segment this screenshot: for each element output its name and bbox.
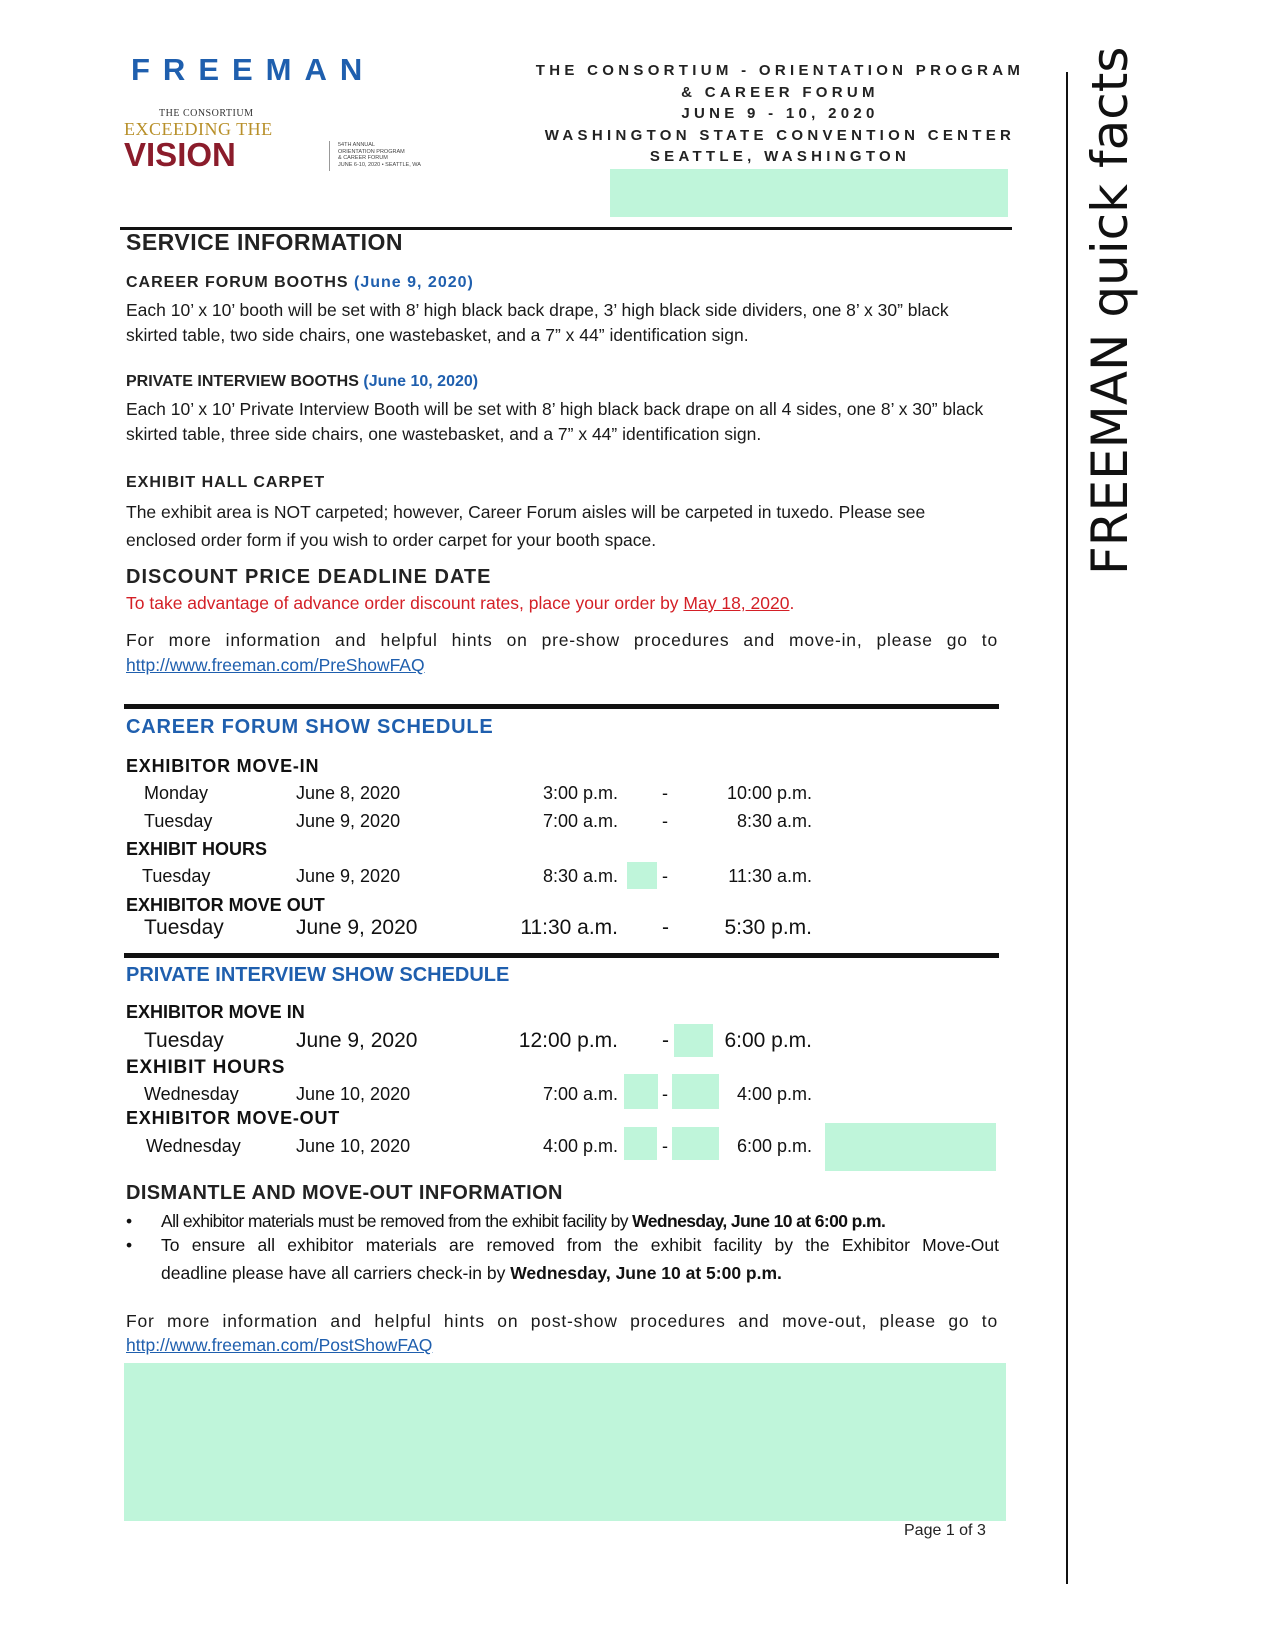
- schedule-start: 3:00 p.m.: [542, 783, 618, 803]
- redaction-box: [672, 1127, 719, 1160]
- header-line: JUNE 9 - 10, 2020: [681, 105, 879, 122]
- redaction-box: [610, 169, 1008, 217]
- preshow-link[interactable]: http://www.freeman.com/PreShowFAQ: [126, 655, 425, 675]
- schedule-day: Tuesday: [144, 811, 213, 831]
- redaction-box: [624, 1127, 657, 1160]
- schedule-start: 7:00 a.m.: [542, 811, 618, 831]
- preshow-text: For more information and helpful hints on pre-show procedures and move-in, please go to: [126, 630, 998, 650]
- header-line: WASHINGTON STATE CONVENTION CENTER: [544, 126, 1016, 144]
- schedule-dash: -: [662, 1084, 668, 1104]
- dismantle-bullet-1: [161, 1211, 1001, 1232]
- private-booths-label: PRIVATE INTERVIEW BOOTHS: [126, 373, 359, 390]
- schedule-dash: -: [662, 1136, 668, 1156]
- schedule-day: Monday: [144, 783, 209, 803]
- schedule-date: June 8, 2020: [296, 783, 401, 803]
- career-booths-label: CAREER FORUM BOOTHS: [126, 274, 349, 291]
- career-booths-date: (June 9, 2020): [354, 274, 474, 291]
- private-booths-text: Each 10’ x 10’ Private Interview Booth will be set with 8’ high black back drape on all 4 sides, one 8’ x 30” black skirted table, three side chairs, one wastebasket, and a 7” x 44” identification sign.: [126, 399, 984, 444]
- postshow-text: For more information and helpful hints on post-show procedures and move-out, please go to: [126, 1311, 998, 1331]
- carpet-text: The exhibit area is NOT carpeted; however, Career Forum aisles will be carpeted in tuxedo. Please see enclosed order form if you wish to order carpet for your booth space.: [126, 502, 926, 550]
- freeman-logo: FREEMAN: [131, 52, 376, 87]
- discount-text: [126, 591, 794, 616]
- discount-sentence: To take advantage of advance order discount rates, place your order by: [126, 593, 684, 613]
- schedule-dash: -: [662, 866, 668, 886]
- event-logo: [124, 108, 484, 174]
- dismantle-bullet-2-text: deadline please have all carriers check-in by: [161, 1263, 511, 1283]
- schedule-end: 5:30 p.m.: [724, 916, 812, 939]
- schedule-end: 8:30 a.m.: [736, 811, 812, 831]
- schedule-date: June 10, 2020: [296, 1136, 411, 1156]
- career-moveout-label: EXHIBITOR MOVE OUT: [126, 895, 325, 915]
- career-schedule-title: CAREER FORUM SHOW SCHEDULE: [126, 716, 494, 738]
- dismantle-bullet-1-deadline: Wednesday, June 10 at 6:00 p.m.: [632, 1211, 886, 1231]
- schedule-day: Tuesday: [144, 1029, 224, 1052]
- discount-period: .: [789, 593, 795, 613]
- schedule-day: Wednesday: [144, 1084, 239, 1104]
- schedule-end: 11:30 a.m.: [728, 866, 812, 886]
- schedule-start: 7:00 a.m.: [542, 1084, 618, 1104]
- career-movein-label: EXHIBITOR MOVE-IN: [126, 756, 320, 776]
- logo-consortium-text: THE CONSORTIUM: [159, 108, 254, 119]
- postshow-link[interactable]: http://www.freeman.com/PostShowFAQ: [126, 1335, 433, 1355]
- schedule-day: Tuesday: [144, 916, 224, 939]
- logo-vision-text: VISION: [124, 136, 236, 173]
- side-title: FREEMAN quick facts: [1081, 46, 1139, 575]
- redaction-box: [672, 1074, 719, 1109]
- service-info-title: SERVICE INFORMATION: [126, 229, 403, 255]
- section-rule: [124, 953, 999, 958]
- schedule-date: June 10, 2020: [296, 1084, 411, 1104]
- dismantle-bullet-2-line1: To ensure all exhibitor materials are removed from the exhibit facility by the Exhibitor Move-Out: [161, 1235, 999, 1255]
- schedule-row: [126, 1029, 846, 1057]
- private-schedule-title: PRIVATE INTERVIEW SHOW SCHEDULE: [126, 964, 510, 986]
- schedule-end: 6:00 p.m.: [736, 1136, 812, 1156]
- schedule-dash: -: [662, 1029, 669, 1052]
- redaction-box: [627, 862, 657, 889]
- private-booths-date: (June 10, 2020): [363, 373, 479, 390]
- logo-detail-line: 54TH ANNUAL: [338, 142, 375, 148]
- schedule-date: June 9, 2020: [296, 1029, 418, 1052]
- dismantle-bullet-1-text: All exhibitor materials must be removed from the exhibit facility by: [161, 1211, 633, 1231]
- career-booths-heading: [126, 274, 474, 292]
- redaction-box: [825, 1123, 996, 1171]
- schedule-dash: -: [662, 811, 668, 831]
- schedule-dash: -: [662, 916, 669, 939]
- schedule-date: June 9, 2020: [296, 811, 401, 831]
- schedule-day: Tuesday: [142, 866, 211, 886]
- career-hours-label: EXHIBIT HOURS: [126, 839, 268, 859]
- schedule-end: 4:00 p.m.: [736, 1084, 812, 1104]
- schedule-start: 8:30 a.m.: [542, 866, 618, 886]
- schedule-row: [126, 783, 846, 811]
- redaction-box: [124, 1363, 1006, 1521]
- logo-exceeding-text: EXCEEDING THE: [124, 119, 273, 139]
- bullet-icon: •: [126, 1211, 133, 1231]
- schedule-dash: -: [662, 783, 668, 803]
- logo-detail-line: & CAREER FORUM: [338, 155, 388, 161]
- event-header: [500, 60, 1060, 168]
- schedule-row: [126, 916, 846, 944]
- discount-title: DISCOUNT PRICE DEADLINE DATE: [126, 566, 492, 588]
- schedule-start: 11:30 a.m.: [520, 916, 618, 939]
- logo-divider: [329, 141, 330, 171]
- dismantle-bullet-2-line2: [161, 1263, 782, 1284]
- section-rule: [124, 704, 999, 709]
- dismantle-bullet-2-deadline: Wednesday, June 10 at 5:00 p.m.: [510, 1263, 782, 1283]
- discount-date: May 18, 2020: [683, 593, 790, 613]
- schedule-end: 10:00 p.m.: [726, 783, 812, 803]
- private-movein-label: EXHIBITOR MOVE IN: [126, 1002, 305, 1022]
- private-hours-label: EXHIBIT HOURS: [126, 1057, 286, 1078]
- logo-detail-line: JUNE 6-10, 2020 • SEATTLE, WA: [338, 161, 421, 168]
- schedule-row: [126, 1136, 846, 1164]
- career-booths-text: Each 10’ x 10’ booth will be set with 8’ high black back drape, 3’ high black side dividers, one 8’ x 30” black skirted table, two side chairs, one wastebasket, and a 7” x 44” identification sign.: [126, 300, 949, 345]
- schedule-row: [126, 866, 846, 894]
- dismantle-title: DISMANTLE AND MOVE-OUT INFORMATION: [126, 1182, 563, 1204]
- logo-detail-line: ORIENTATION PROGRAM: [338, 148, 405, 155]
- header-line: THE CONSORTIUM - ORIENTATION PROGRAM: [535, 62, 1025, 79]
- bullet-icon: •: [126, 1235, 133, 1255]
- redaction-box: [674, 1024, 713, 1057]
- schedule-start: 4:00 p.m.: [542, 1136, 618, 1156]
- logo-event-details: [338, 142, 478, 168]
- schedule-row: [126, 811, 846, 839]
- header-line: SEATTLE, WASHINGTON: [649, 148, 911, 165]
- schedule-day: Wednesday: [146, 1136, 241, 1156]
- private-moveout-label: EXHIBITOR MOVE-OUT: [126, 1108, 341, 1128]
- schedule-end: 6:00 p.m.: [724, 1029, 812, 1052]
- private-booths-heading: [126, 373, 478, 391]
- carpet-heading: EXHIBIT HALL CARPET: [126, 474, 326, 491]
- schedule-date: June 9, 2020: [296, 866, 401, 886]
- redaction-box: [624, 1074, 658, 1109]
- page-number: Page 1 of 3: [904, 1522, 986, 1539]
- side-rule: [1066, 72, 1068, 1584]
- header-line: & CAREER FORUM: [681, 83, 879, 101]
- schedule-start: 12:00 p.m.: [518, 1029, 618, 1052]
- schedule-date: June 9, 2020: [296, 916, 418, 939]
